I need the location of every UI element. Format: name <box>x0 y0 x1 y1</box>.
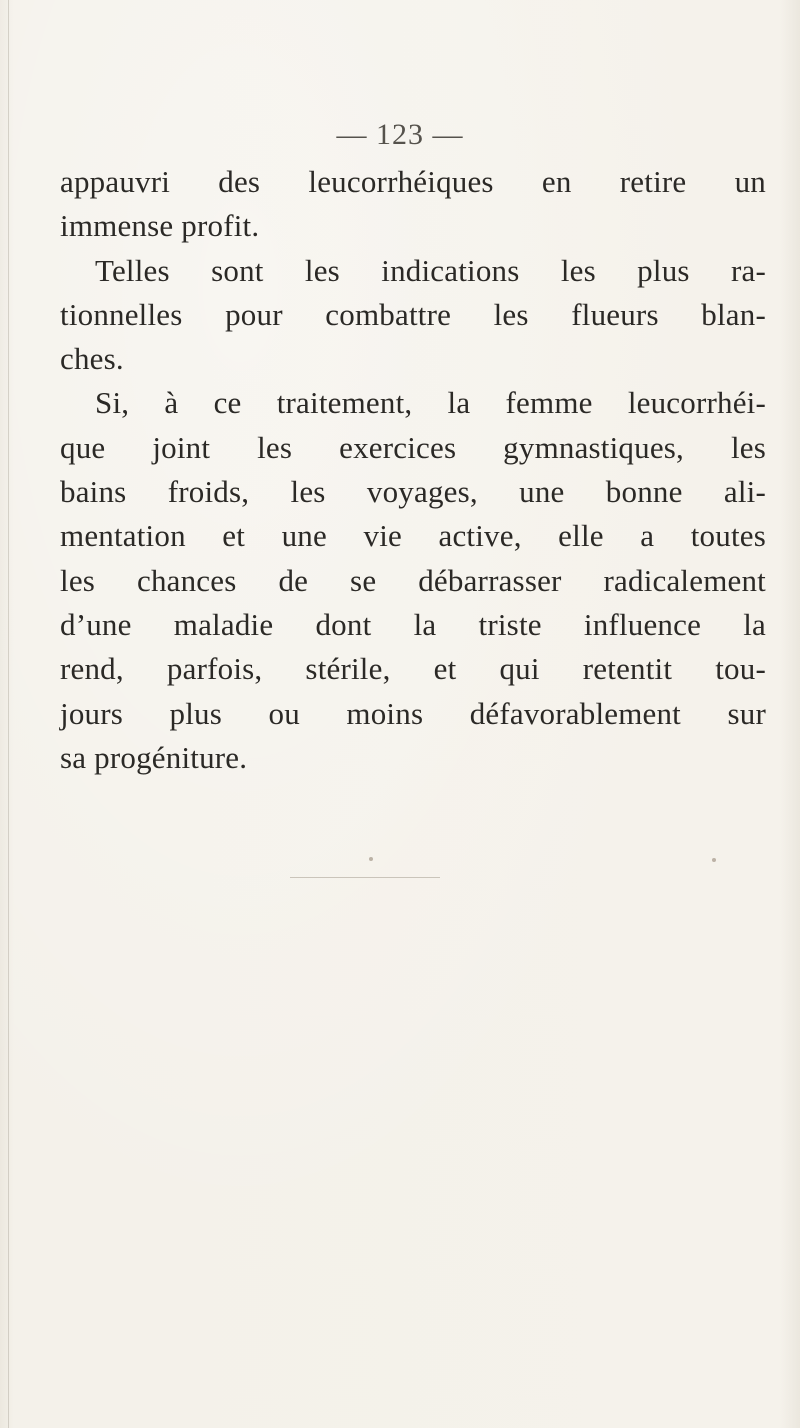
text-line: immense profit. <box>60 208 260 244</box>
text-line: Telles sont les indications les plus ra- <box>95 252 766 288</box>
text-line: que joint les exercices gymnastiques, les <box>60 429 766 465</box>
paper-speck <box>369 857 373 861</box>
text-line: mentation et une vie active, elle a toutes <box>60 518 766 554</box>
text-line: bains froids, les voyages, une bonne ali- <box>60 474 766 510</box>
text-line: sa progéniture. <box>60 739 248 775</box>
text-line: tionnelles pour combattre les flueurs blan- <box>60 296 766 332</box>
text-line: jours plus ou moins défavorablement sur <box>60 695 766 731</box>
paper-speck <box>712 858 716 862</box>
page-number: — 123 — <box>336 118 464 151</box>
body-text <box>60 160 766 780</box>
text-line: appauvri des leucorrhéiques en retire un <box>60 164 766 199</box>
page-binding-edge <box>8 0 9 1428</box>
text-line: Si, à ce traitement, la femme leucorrhéi- <box>95 385 766 421</box>
text-line: d’une maladie dont la triste influence la <box>60 606 766 642</box>
text-line: rend, parfois, stérile, et qui retentit tou- <box>60 651 766 687</box>
text-line: ches. <box>60 341 124 377</box>
text-line: les chances de se débarrasser radicalement <box>60 562 766 598</box>
faint-rule <box>290 877 440 878</box>
